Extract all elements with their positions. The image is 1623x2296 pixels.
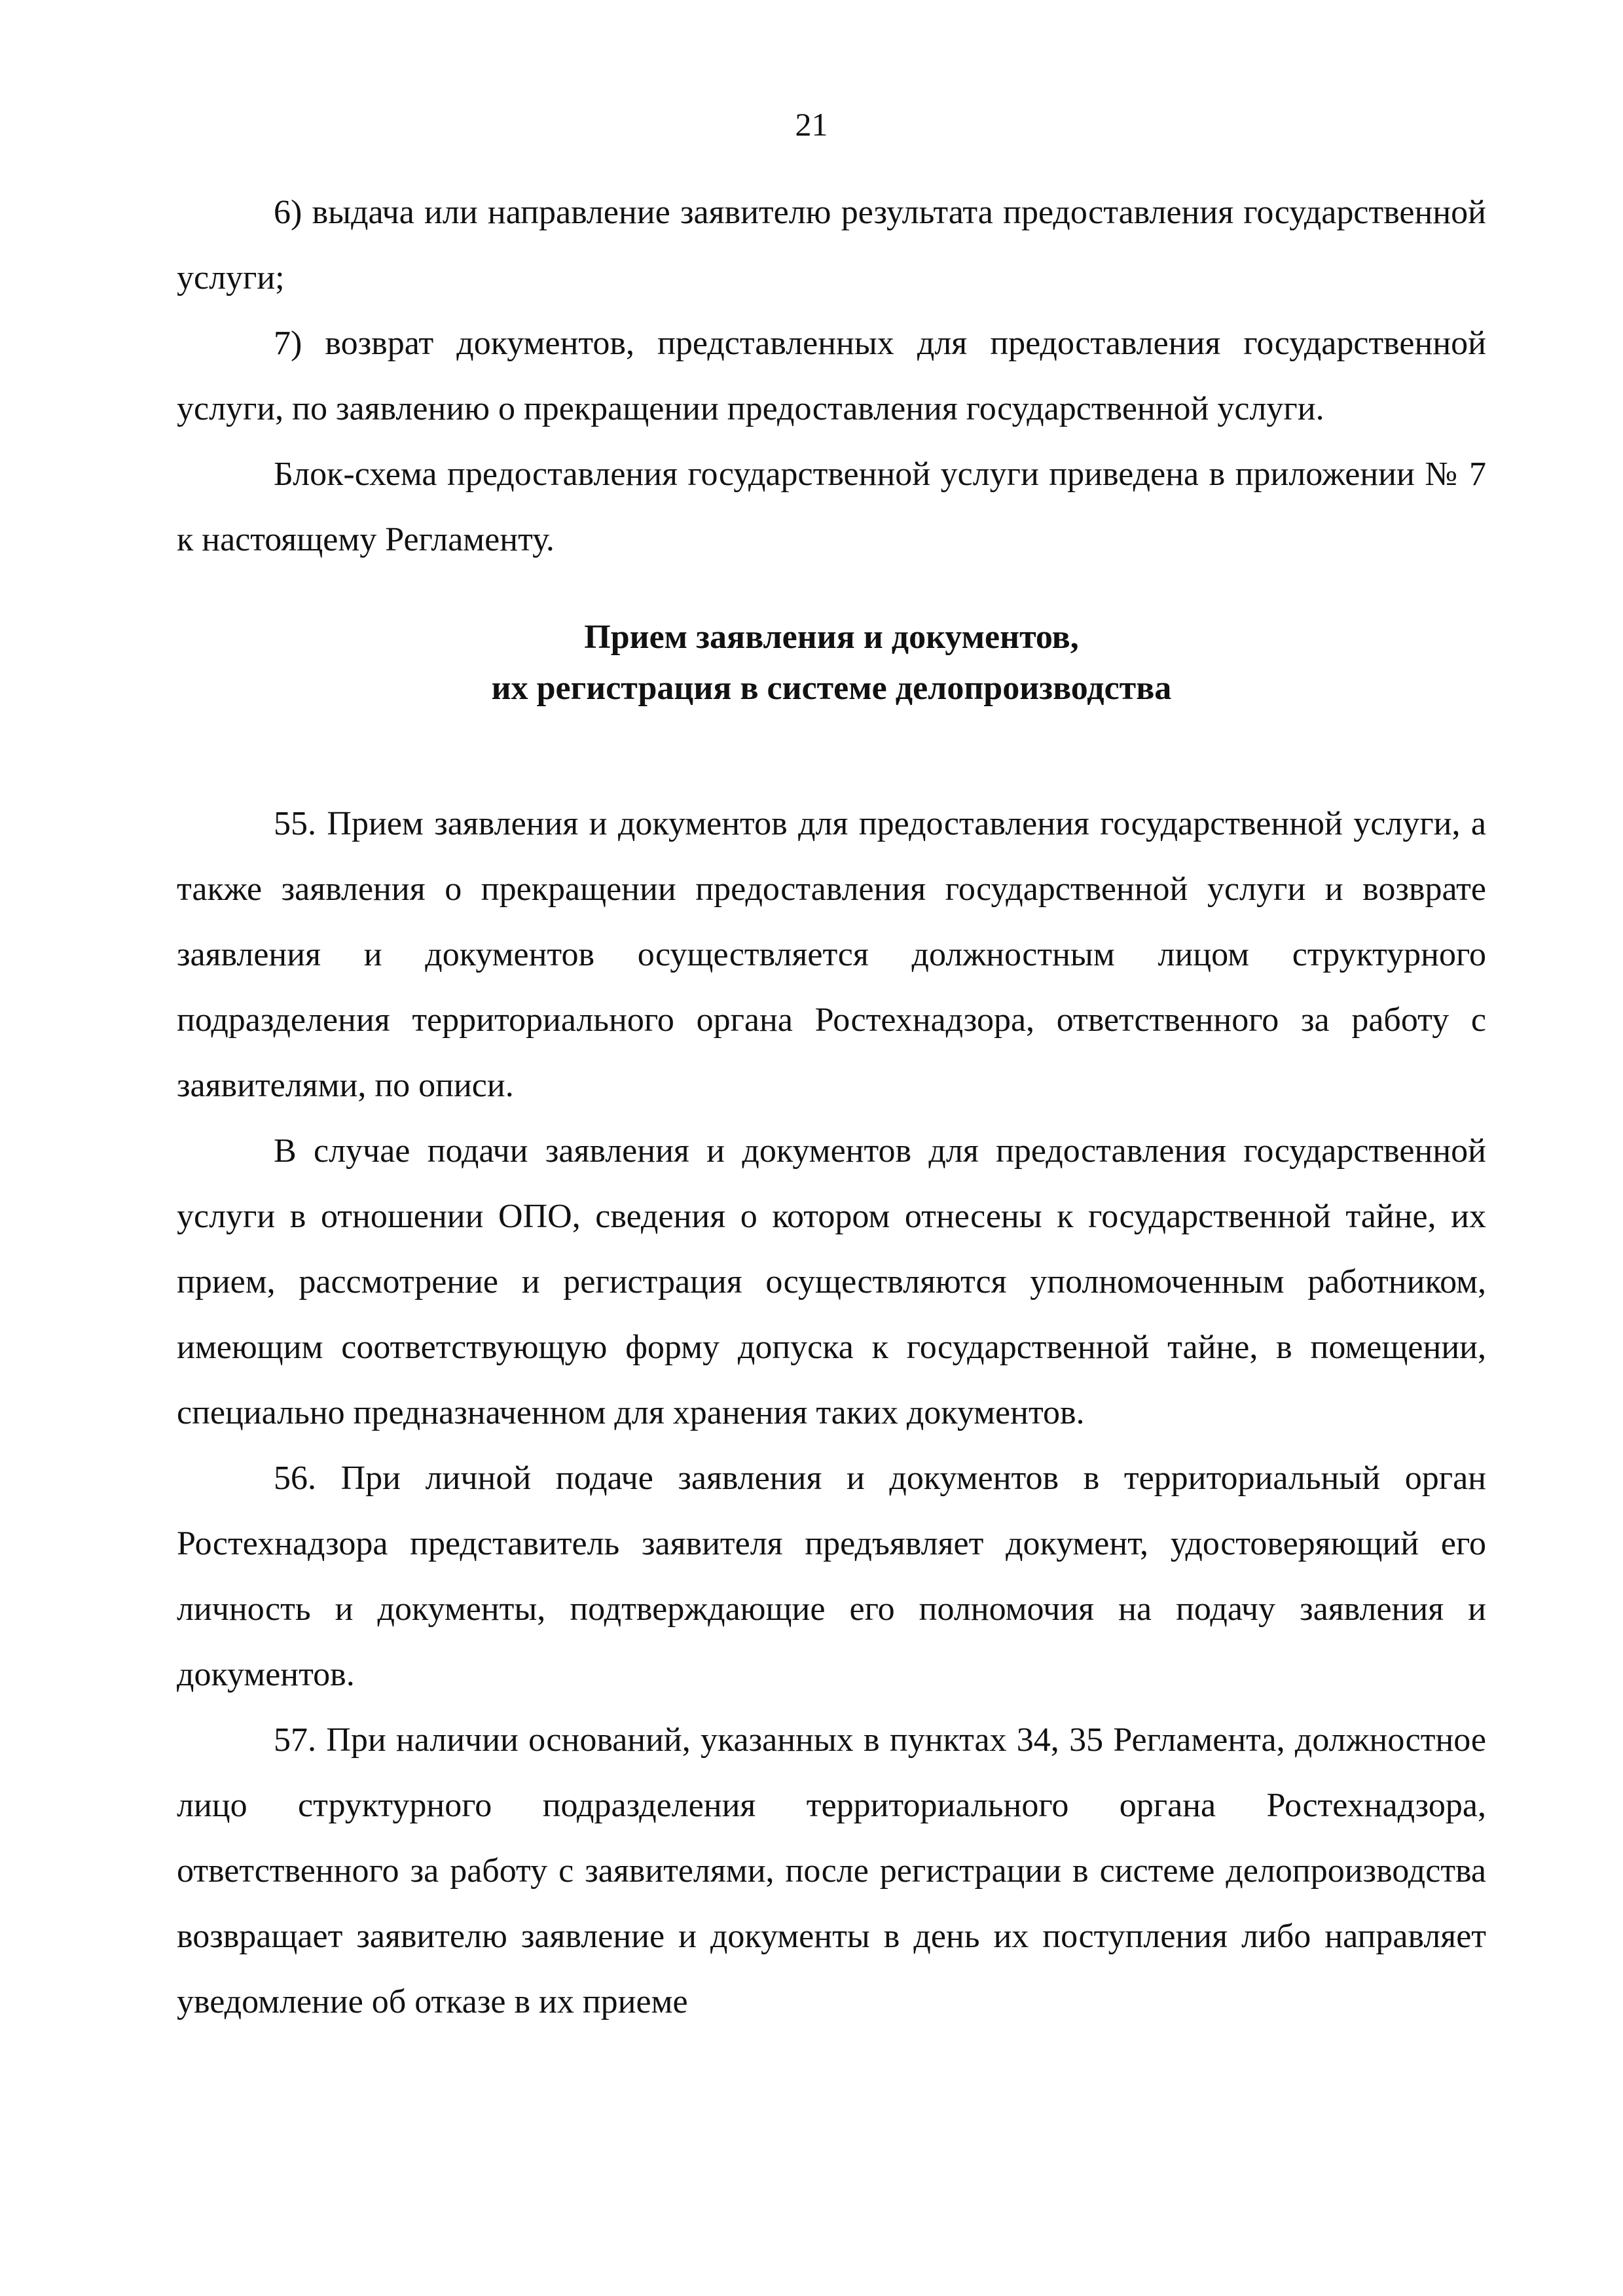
paragraph-item-6: 6) выдача или направление заявителю результата предоставления государственной услуги; <box>177 194 1486 296</box>
section-heading <box>177 612 1486 714</box>
paragraph-item-7: 7) возврат документов, представленных для предоставления государственной услуги, по заявлению о прекращении предоставления государственной услуги. <box>177 325 1486 427</box>
document-body <box>177 180 1486 2035</box>
section-heading-line-2: их регистрация в системе делопроизводства <box>491 670 1172 707</box>
paragraph-block-scheme: Блок-схема предоставления государственной услуги приведена в приложении № 7 к настоящему Регламенту. <box>177 456 1486 558</box>
paragraph-55: 55. Прием заявления и документов для предоставления государственной услуги, а также заявления о прекращении предоставления государственной услуги и возврате заявления и документов осуществляется должностным лицом структурного подразделения территориального органа Ростехнадзора, ответственного за работу с заявителями, по описи. <box>177 805 1486 1104</box>
paragraph-state-secret: В случае подачи заявления и документов для предоставления государственной услуги в отношении ОПО, сведения о котором отнесены к государственной тайне, их прием, рассмотрение и регистрация осуществляются уполномоченным работником, имеющим соответствующую форму допуска к государственной тайне, в помещении, специально предназначенном для хранения таких документов. <box>177 1132 1486 1431</box>
paragraph-57: 57. При наличии оснований, указанных в пунктах 34, 35 Регламента, должностное лицо структурного подразделения территориального органа Ростехнадзора, ответственного за работу с заявителями, после регистрации в системе делопроизводства возвращает заявителю заявление и документы в день их поступления либо направляет уведомление об отказе в их приеме <box>177 1721 1486 2020</box>
page-number: 21 <box>795 106 828 143</box>
section-heading-line-1: Прием заявления и документов, <box>584 619 1079 656</box>
paragraph-56: 56. При личной подаче заявления и документов в территориальный орган Ростехнадзора представитель заявителя предъявляет документ, удостоверяющий его личность и документы, подтверждающие его полномочия на подачу заявления и документов. <box>177 1460 1486 1693</box>
